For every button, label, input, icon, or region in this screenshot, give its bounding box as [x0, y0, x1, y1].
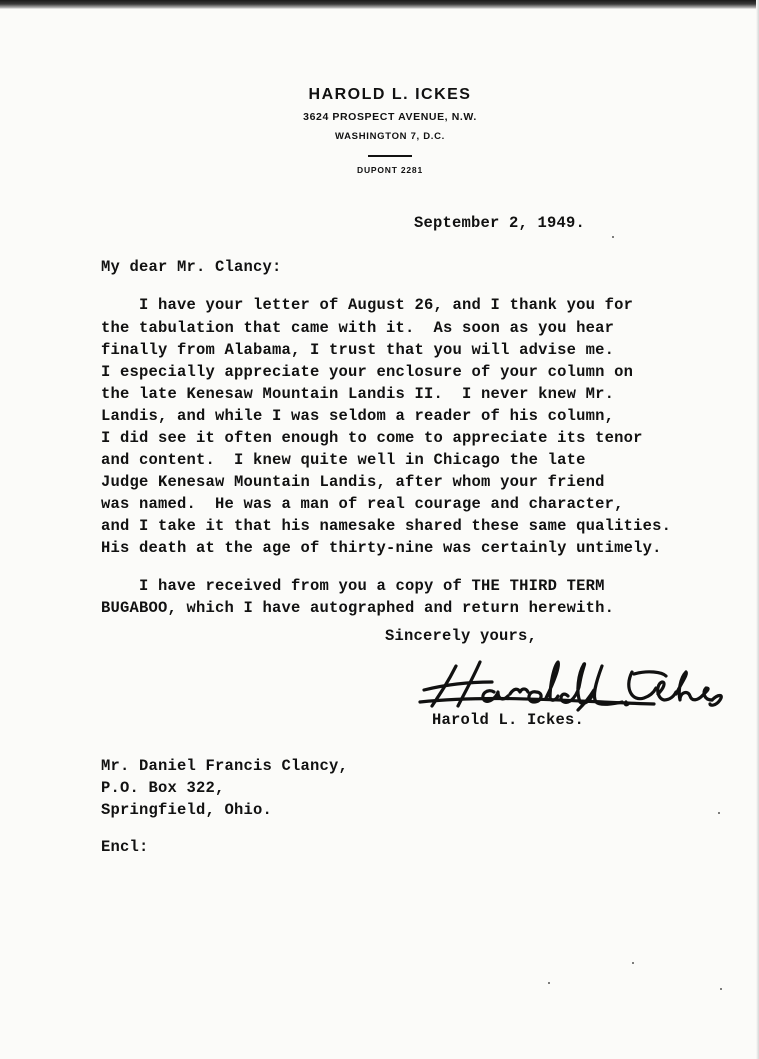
salutation: My dear Mr. Clancy: — [101, 258, 282, 276]
letterhead-city: WASHINGTON 7, D.C. — [334, 131, 446, 142]
body-line: finally from Alabama, I trust that you will advise me. — [101, 341, 615, 359]
scan-top-edge — [0, 0, 759, 9]
signature-text: Harold L. Ickes — [418, 652, 425, 653]
body-line: I have your letter of August 26, and I thank you for — [101, 296, 634, 314]
body-line: and I take it that his namesake shared these same qualities. — [101, 517, 672, 535]
letterhead-rule — [368, 155, 412, 157]
handwritten-signature — [418, 652, 728, 714]
recipient-line: P.O. Box 322, — [101, 779, 225, 797]
scan-speck — [632, 962, 634, 964]
signer-name: Harold L. Ickes. — [432, 711, 585, 729]
scan-speck — [548, 982, 550, 984]
letterhead-name: HAROLD L. ICKES — [308, 86, 472, 103]
enclosure-note: Encl: — [101, 838, 149, 856]
body-line: and content. I knew quite well in Chicago the late — [101, 451, 586, 469]
letterhead-phone: DUPONT 2281 — [357, 165, 423, 175]
letterhead-street: 3624 PROSPECT AVENUE, N.W. — [303, 111, 477, 123]
body-line: BUGABOO, which I have autographed and return herewith. — [101, 599, 615, 617]
body-line: the late Kenesaw Mountain Landis II. I never knew Mr. — [101, 385, 615, 403]
body-line: the tabulation that came with it. As soon as you hear — [101, 319, 615, 337]
closing: Sincerely yours, — [385, 627, 538, 645]
recipient-line: Springfield, Ohio. — [101, 801, 273, 819]
body-line: His death at the age of thirty-nine was certainly untimely. — [101, 539, 662, 557]
scan-speck — [720, 988, 722, 990]
scan-speck — [612, 236, 614, 238]
scan-speck — [718, 812, 720, 814]
body-line: was named. He was a man of real courage and character, — [101, 495, 624, 513]
recipient-line: Mr. Daniel Francis Clancy, — [101, 757, 349, 775]
body-line: Judge Kenesaw Mountain Landis, after whom your friend — [101, 473, 605, 491]
body-line: I especially appreciate your enclosure of your column on — [101, 363, 634, 381]
body-line: Landis, and while I was seldom a reader of his column, — [101, 407, 615, 425]
letter-date: September 2, 1949. — [414, 214, 586, 232]
body-line: I did see it often enough to come to appreciate its tenor — [101, 429, 643, 447]
body-line: I have received from you a copy of THE THIRD TERM — [101, 577, 605, 595]
